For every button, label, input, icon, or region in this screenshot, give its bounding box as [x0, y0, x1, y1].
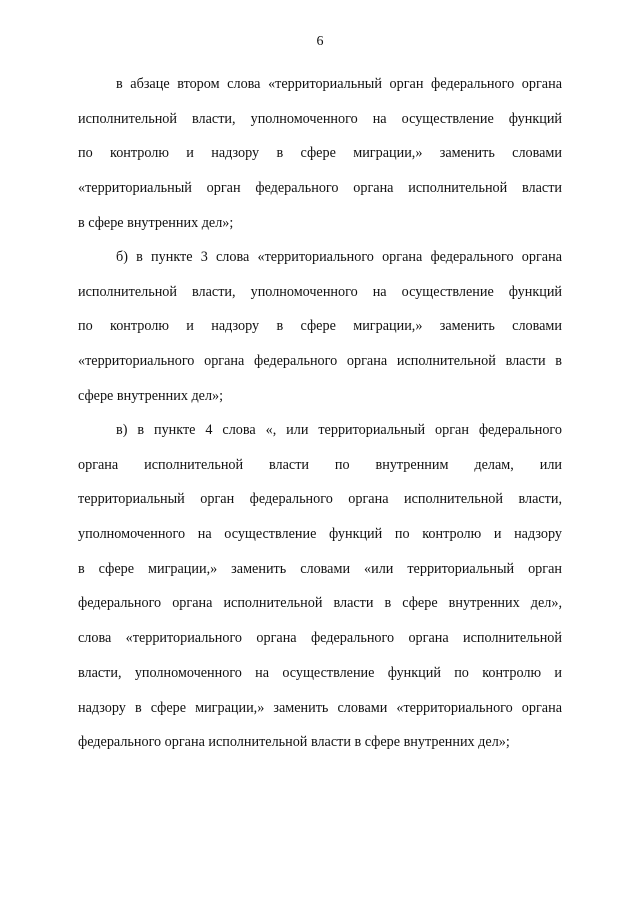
paragraph-line: органа исполнительной власти по внутренним делам, или: [78, 456, 562, 473]
paragraph-abzats-vtorom: [78, 67, 562, 240]
paragraph-b-punkt-3: [78, 240, 562, 413]
paragraph-line: территориальный орган федерального органа исполнительной власти,: [78, 491, 562, 508]
paragraph-line: федерального органа исполнительной власти в сфере внутренних дел»;: [78, 734, 510, 751]
page-number: 6: [316, 34, 324, 49]
paragraph-line: по контролю и надзору в сфере миграции,» заменить словами: [78, 318, 562, 335]
paragraph-line: «территориального органа федерального органа исполнительной власти в: [78, 353, 562, 370]
paragraph-line: по контролю и надзору в сфере миграции,» заменить словами: [78, 145, 562, 162]
paragraph-line: «территориальный орган федерального органа исполнительной власти: [78, 180, 562, 197]
paragraph-line: в сфере миграции,» заменить словами «или территориальный орган: [78, 560, 562, 577]
paragraph-v-punkt-4: [78, 413, 562, 760]
paragraph-line: надзору в сфере миграции,» заменить словами «территориального органа: [78, 699, 562, 716]
paragraph-line: сфере внутренних дел»;: [78, 387, 224, 404]
paragraph-line: уполномоченного на осуществление функций по контролю и надзору: [78, 526, 562, 543]
paragraph-line: б) в пункте 3 слова «территориального органа федерального органа: [116, 249, 562, 265]
paragraph-line: федерального органа исполнительной власти в сфере внутренних дел»,: [78, 595, 562, 612]
paragraph-line: в) в пункте 4 слова «, или территориальный орган федерального: [116, 422, 562, 438]
paragraph-line: исполнительной власти, уполномоченного на осуществление функций: [78, 283, 562, 300]
paragraph-line: слова «территориального органа федерального органа исполнительной: [78, 630, 562, 647]
paragraph-line: в абзаце втором слова «территориальный орган федерального органа: [116, 76, 562, 92]
paragraph-line: исполнительной власти, уполномоченного на осуществление функций: [78, 110, 562, 127]
paragraph-line: в сфере внутренних дел»;: [78, 214, 234, 231]
paragraph-line: власти, уполномоченного на осуществление функций по контролю и: [78, 664, 562, 681]
